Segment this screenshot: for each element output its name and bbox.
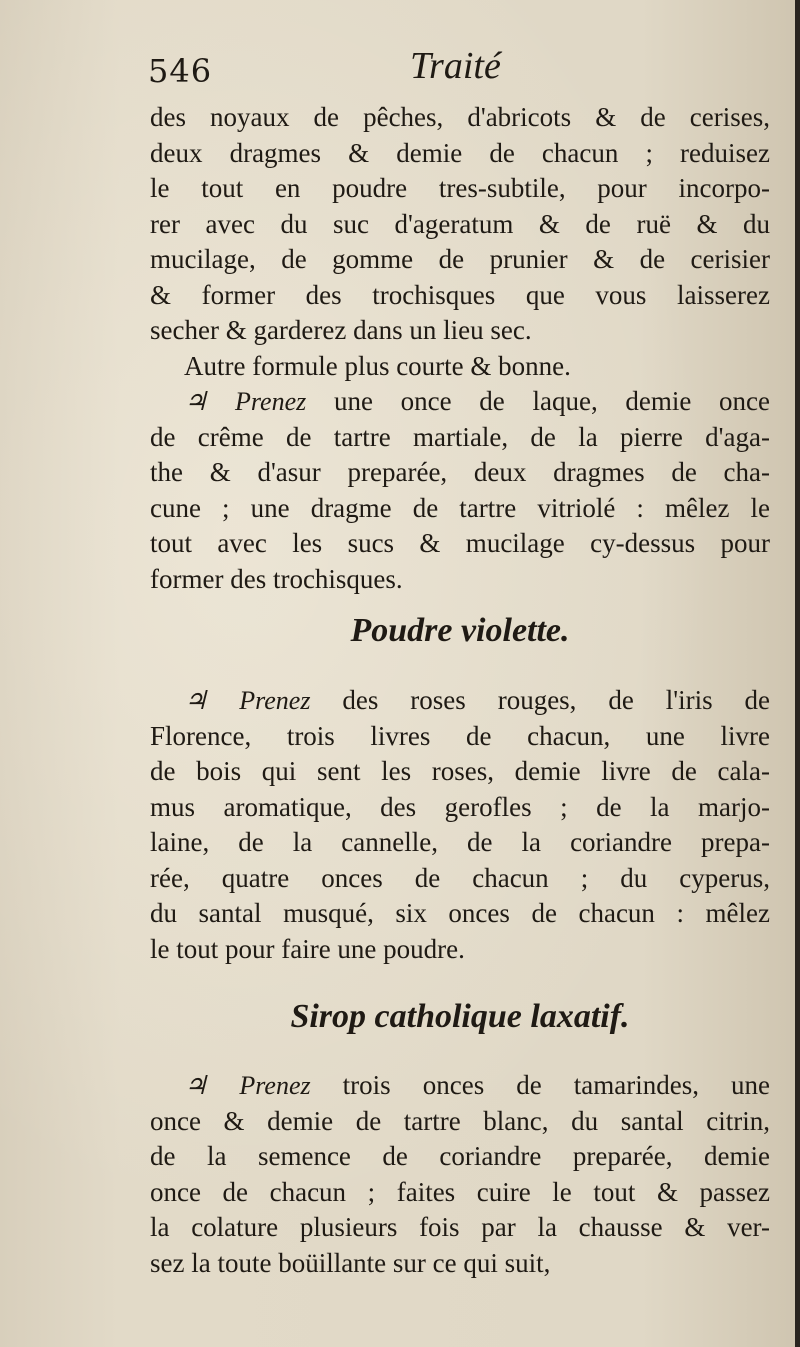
recipe-symbol: ♃ (184, 1071, 208, 1100)
recipe-first-line (150, 683, 770, 719)
page-header (148, 44, 768, 94)
text-line: cune ; une dragme de tartre vitriolé : mêlez le (150, 492, 770, 523)
text-line: mucilage, de gomme de prunier & de cerisier (150, 244, 770, 274)
text-line: tout avec les sucs & mucilage cy-dessus pour (150, 528, 770, 558)
recipe-symbol: ♃ (184, 686, 208, 715)
text-line: rer avec du suc d'ageratum & de ruë & du (150, 208, 770, 239)
subheading: Autre formule plus courte & bonne. (184, 350, 571, 381)
text-block-2 (150, 683, 770, 967)
text-line: rée, quatre onces de chacun ; du cyperus, (150, 862, 770, 893)
text-line: deux dragmes & demie de chacun ; reduisez (150, 137, 770, 168)
recipe-text: des roses rouges, de l'iris de (342, 685, 771, 715)
recipe-symbol: ♃ (184, 387, 208, 416)
text-line: mus aromatique, des gerofles ; de la marjo- (150, 791, 770, 822)
text-line: le tout en poudre tres-subtile, pour incorpo- (150, 173, 770, 203)
text-block-1 (150, 100, 770, 597)
text-block-3 (150, 1068, 770, 1281)
text-line: once & demie de tartre blanc, du santal citrin, (150, 1105, 770, 1136)
prenez-label: Prenez (239, 686, 311, 715)
text-line: du santal musqué, six onces de chacun : mêlez (150, 898, 770, 928)
text-line: Florence, trois livres de chacun, une livre (150, 720, 770, 751)
text-line: le tout pour faire une poudre. (150, 933, 465, 964)
text-line: de bois qui sent les roses, demie livre de cala- (150, 756, 770, 786)
text-line: secher & garderez dans un lieu sec. (150, 315, 532, 345)
recipe-first-line (150, 1068, 770, 1104)
text-line: sez la toute boüillante sur ce qui suit, (150, 1247, 551, 1278)
running-title: Traité (410, 45, 501, 87)
text-line: once de chacun ; faites cuire le tout & passez (150, 1176, 770, 1207)
text-line: former des trochisques. (150, 563, 403, 594)
page-edge (795, 0, 800, 1347)
text-line: & former des trochisques que vous laisserez (150, 279, 770, 310)
recipe-text: une once de laque, demie once (333, 386, 771, 416)
text-line: laine, de la cannelle, de la coriandre prepa- (150, 827, 770, 857)
text-line: de la semence de coriandre preparée, demie (150, 1141, 770, 1171)
recipe-first-line (150, 384, 770, 420)
prenez-label: Prenez (235, 387, 307, 416)
text-line: the & d'asur preparée, deux dragmes de cha- (150, 457, 770, 487)
recipe-text: trois onces de tamarindes, une (342, 1070, 771, 1100)
text-line: de crême de tartre martiale, de la pierre d'aga- (150, 421, 770, 452)
section-title-sirop-catholique: Sirop catholique laxatif. (290, 998, 630, 1035)
text-line: la colature plusieurs fois par la chausse & ver- (150, 1212, 770, 1242)
section-title-poudre-violette: Poudre violette. (350, 612, 570, 649)
prenez-label: Prenez (239, 1071, 311, 1100)
page-number: 546 (148, 52, 213, 90)
text-line: des noyaux de pêches, d'abricots & de cerises, (150, 102, 770, 132)
